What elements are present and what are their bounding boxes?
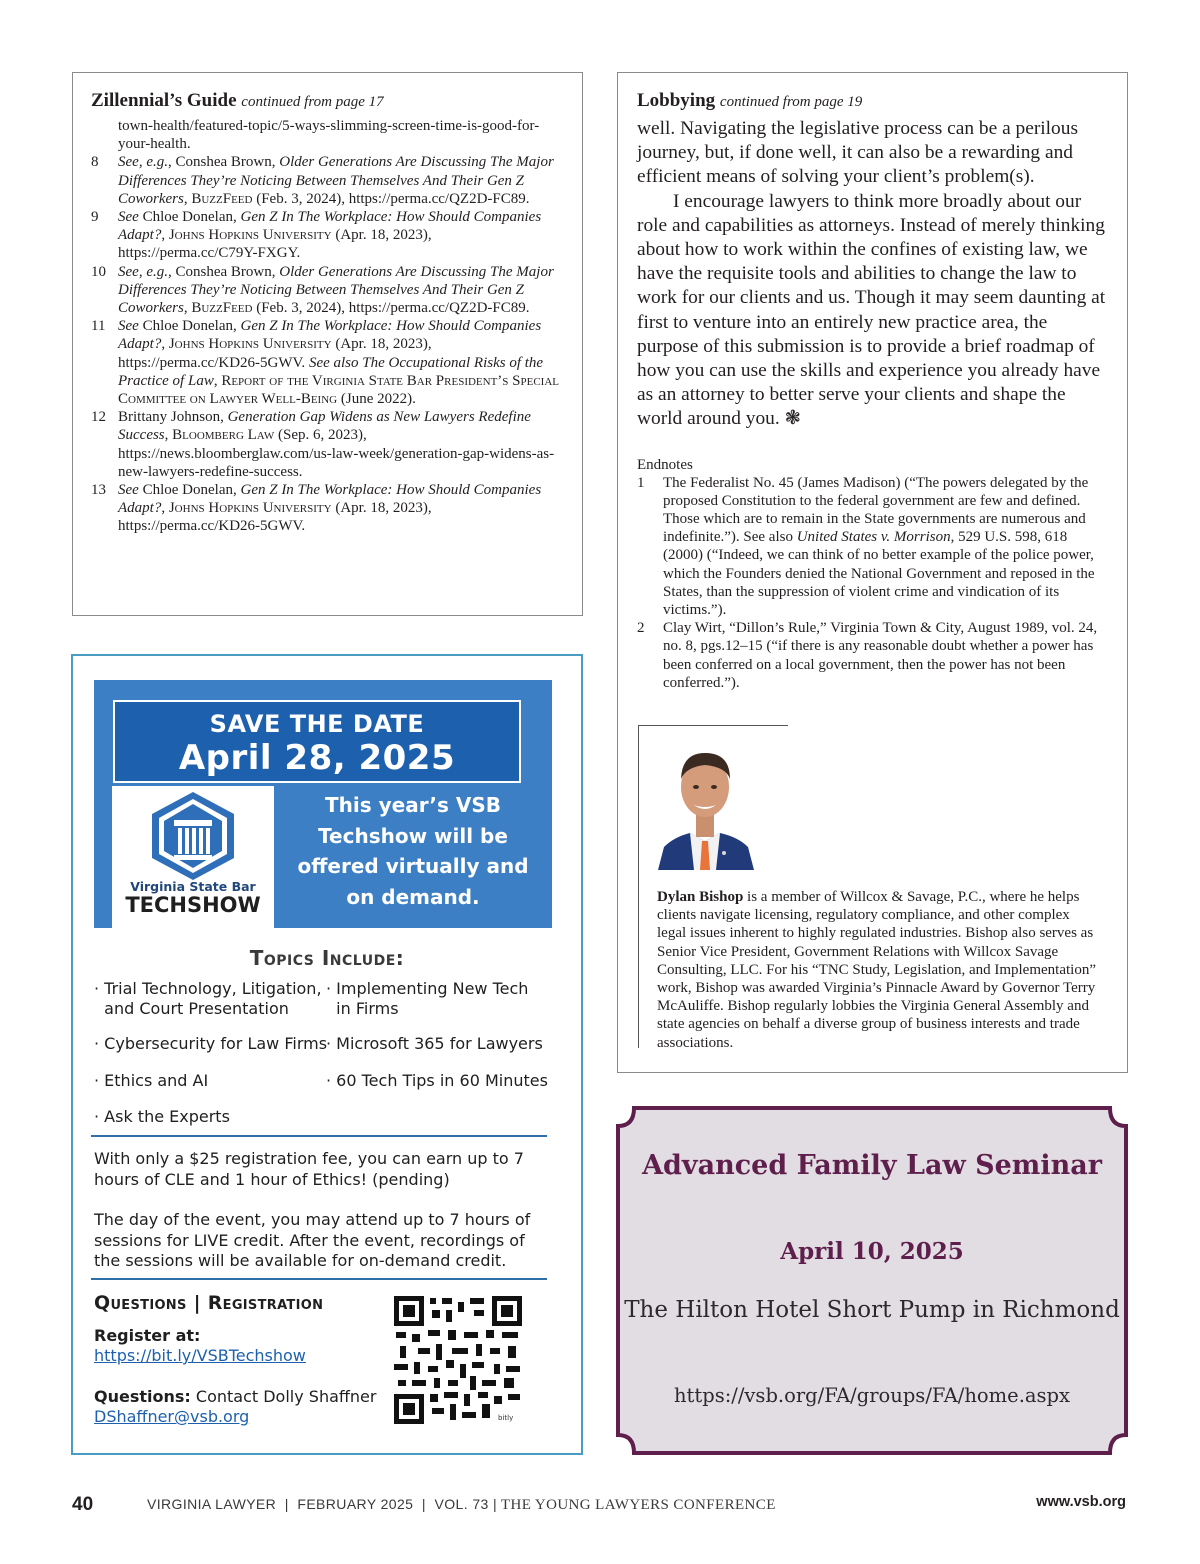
author-portrait <box>654 745 756 870</box>
topic-item: · Trial Technology, Litigation, and Court Presentation <box>94 979 322 1018</box>
topic-item: · Cybersecurity for Law Firms <box>94 1034 328 1053</box>
footnote-text: See, e.g., Conshea Brown, Older Generations Are Discussing The Major Differences They’re Noticing Between Themselves And Their Gen Z Coworkers, BuzzFeed (Feb. 3, 2024), https://perma.cc/QZ2D-FC89. <box>118 263 554 317</box>
lobbying-heading <box>637 89 1109 114</box>
endnote-number: 1 <box>637 474 645 491</box>
endnote <box>637 619 1109 692</box>
paragraph-text: I encourage lawyers to think more broadly about our role and capabilities as attorneys. Instead of merely thinking about how to work within the confines of existing law, we have the requisite tools and abilities to change the law to work for our clients and us. Though it may seem daunting at first to venture into an entirely new practice area, the purpose of this submission is to provide a brief roadmap of how you can use the skills and experience you already have as an attorney to better serve your clients and shape the world around you. <box>637 190 1106 430</box>
footnote <box>91 153 564 208</box>
note-text: town-health/featured-topic/5-ways-slimming-screen-time-is-good-for-your-health. <box>118 118 540 153</box>
save-the-date-box <box>113 700 521 783</box>
register-label: Register at: <box>94 1326 201 1345</box>
footnote-number: 13 <box>91 482 106 499</box>
website-url[interactable]: www.vsb.org <box>1036 1494 1126 1510</box>
author-bio-text: is a member of Willcox & Savage, P.C., where he helps clients navigate licensing, regulatory compliance, and other complex legal issues inherent to highly regulated industries. Bishop also serves as Senior Vice President, Government Relations with Willcox Savage Consulting, LLC. For his “TNC Study, Legislation, and Implementation” work, Bishop was awarded Virginia’s Pinnacle Award by Governor Terry McAuliffe. Bishop regularly lobbies the Virginia General Assembly and state agencies on behalf a diverse group of business interests and trade associations. <box>657 889 1096 1051</box>
lobbying-body <box>637 117 1109 432</box>
footnote-number: 12 <box>91 409 106 426</box>
topic-item: · 60 Tech Tips in 60 Minutes <box>326 1071 548 1090</box>
column-icon <box>112 786 274 881</box>
zillennial-continued: continued from page 17 <box>241 94 384 110</box>
endnote-number: 2 <box>637 620 645 637</box>
endnote <box>637 474 1109 620</box>
footnote-text: Brittany Johnson, Generation Gap Widens as New Lawyers Redefine Success, Bloomberg Law (Sep. 6, 2023), https://news.bloomberglaw.com/us-law-week/generation-gap-widens-as-new-lawyers-redefine-success. <box>118 409 555 480</box>
bio-rule-vertical <box>638 725 639 1048</box>
footnote <box>91 208 564 263</box>
lobbying-paragraph-1: well. Navigating the legislative process can be a perilous journey, but, if done well, it can also be a rewarding and efficient means of solving your client’s problem(s). <box>637 118 1078 188</box>
qr-code-icon[interactable] <box>394 1296 522 1424</box>
author-bio <box>657 888 1097 1052</box>
footnote-number: 10 <box>91 263 106 280</box>
topic-item: · Microsoft 365 for Lawyers <box>326 1034 543 1053</box>
footnote-number: 11 <box>91 318 106 335</box>
zillennial-heading <box>91 89 564 114</box>
page-number: 40 <box>72 1494 94 1515</box>
bio-rule-horizontal <box>638 725 788 726</box>
logo-text-vsb: Virginia State Bar <box>130 879 256 894</box>
questions-line <box>94 1387 376 1408</box>
register-link[interactable]: https://bit.ly/VSBTechshow <box>94 1346 306 1365</box>
footnote-text: See Chloe Donelan, Gen Z In The Workplace: How Should Companies Adapt?, Johns Hopkins University (Apr. 18, 2023), https://perma.cc/KD26-5GWV. See also The Occupational Risks of the Practice of Law, Report of the Virginia State Bar President’s Special Committee on Lawyer Well-Being (June 2022). <box>118 318 560 408</box>
magazine-footer <box>147 1496 776 1514</box>
questions-title: Questions | Registration <box>94 1292 324 1314</box>
techshow-logo <box>112 786 274 928</box>
zillennial-notes <box>91 117 564 536</box>
zillennial-continuation-box <box>72 72 583 616</box>
techshow-ad <box>71 654 583 1455</box>
footnote <box>91 481 564 536</box>
endnote-text: The Federalist No. 45 (James Madison) (“The powers delegated by the proposed Constitution to the federal government are few and defined. Those which are to remain in the State governments are numerous and indefinite.”). See also United States v. Morrison, 529 U.S. 598, 618 (2000) (“Indeed, we can think of no better example of the police power, which the Founders denied the National Government and reposed in the States, than the suppression of violent crime and vindication of its victims.”). <box>663 474 1095 619</box>
divider <box>91 1135 547 1137</box>
seminar-url[interactable]: https://vsb.org/FA/groups/FA/home.aspx <box>673 1384 1071 1407</box>
footnote-number: 9 <box>91 209 99 226</box>
techshow-date: April 28, 2025 <box>178 738 456 778</box>
topic-item: · Ethics and AI <box>94 1071 209 1090</box>
seminar-title: Advanced Family Law Seminar <box>642 1150 1102 1181</box>
logo-text-techshow: TECHSHOW <box>125 893 261 917</box>
zillennial-note-lead <box>91 117 564 153</box>
save-the-date-label: SAVE THE DATE <box>209 710 425 738</box>
lobbying-paragraph-2 <box>637 190 1109 432</box>
questions-label: Questions: <box>94 1387 191 1406</box>
seminar-date: April 10, 2025 <box>780 1238 964 1265</box>
topics-title: Topics Include: <box>249 946 405 970</box>
seminar-venue: The Hilton Hotel Short Pump in Richmond <box>624 1297 1120 1323</box>
section-name: THE YOUNG LAWYERS CONFERENCE <box>497 1497 776 1513</box>
topic-item: · Ask the Experts <box>94 1107 230 1126</box>
footnote <box>91 408 564 481</box>
footnote <box>91 317 564 408</box>
footnote-text: See Chloe Donelan, Gen Z In The Workplace: How Should Companies Adapt?, Johns Hopkins University (Apr. 18, 2023), https://perma.cc/KD26-5GWV. <box>118 482 542 535</box>
endnotes-title: Endnotes <box>637 456 693 473</box>
questions-contact: Contact Dolly Shaffner <box>190 1387 377 1406</box>
day-text: The day of the event, you may attend up to 7 hours of sessions for LIVE credit. After the event, recordings of the sessions will be available for on-demand credit. <box>94 1210 531 1270</box>
lobbying-continued: continued from page 19 <box>719 94 863 110</box>
zillennial-title: Zillennial’s Guide <box>91 90 237 111</box>
end-mark-icon: ❃ <box>784 408 801 430</box>
topic-item: · Implementing New Tech in Firms <box>326 979 529 1018</box>
divider <box>91 1278 547 1280</box>
lobbying-title: Lobbying <box>637 90 716 111</box>
footnote-text: See Chloe Donelan, Gen Z In The Workplace: How Should Companies Adapt?, Johns Hopkins University (Apr. 18, 2023), https://perma.cc/C79Y-FXGY. <box>118 209 542 262</box>
footnote-text: See, e.g., Conshea Brown, Older Generations Are Discussing The Major Differences They’re Noticing Between Themselves And Their Gen Z Coworkers, BuzzFeed (Feb. 3, 2024), https://perma.cc/QZ2D-FC89. <box>118 154 554 207</box>
qr-caption: bitly <box>498 1414 514 1422</box>
author-name: Dylan Bishop <box>657 889 744 905</box>
footnote <box>91 263 564 318</box>
endnotes-list <box>637 474 1109 692</box>
magazine-info: VIRGINIA LAWYER | FEBRUARY 2025 | VOL. 73 | <box>147 1496 498 1512</box>
fee-text: With only a $25 registration fee, you can earn up to 7 hours of CLE and 1 hour of Ethics! (pending) <box>94 1149 524 1189</box>
endnote-text: Clay Wirt, “Dillon’s Rule,” Virginia Town & City, August 1989, vol. 24, no. 8, pgs.12–15 (“if there is any reasonable doubt whether a power has been conferred on a local government, then the power has not been conferred.”). <box>663 620 1098 691</box>
email-link[interactable]: DShaffner@vsb.org <box>94 1407 250 1426</box>
techshow-banner <box>94 680 552 928</box>
footnote-number: 8 <box>91 154 99 171</box>
techshow-offer: This year’s VSB Techshow will be offered virtually and on demand. <box>297 793 529 909</box>
